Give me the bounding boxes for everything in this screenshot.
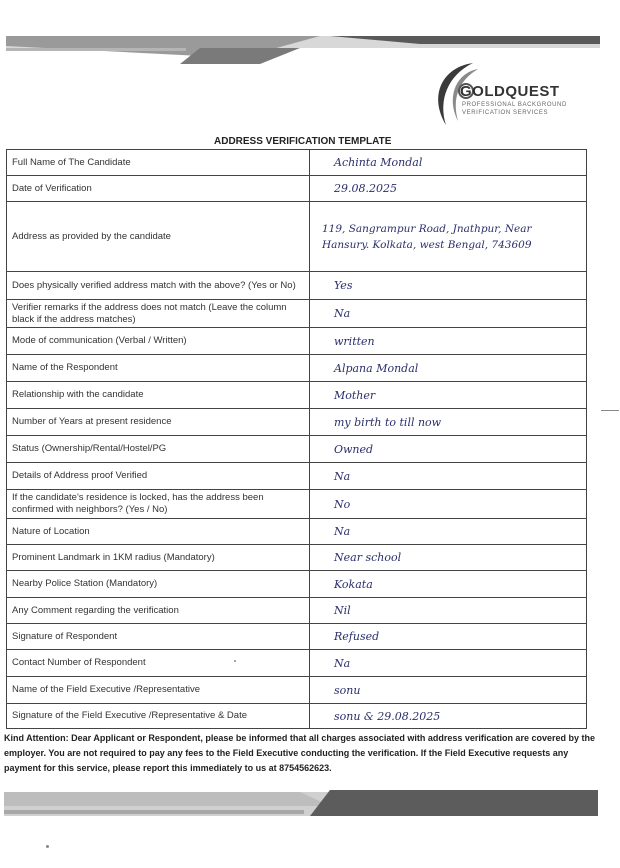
field-label: Details of Address proof Verified — [7, 463, 310, 490]
form-row — [7, 650, 587, 677]
field-value: Owned — [310, 436, 587, 463]
field-label: Does physically verified address match with the above? (Yes or No) — [7, 272, 310, 300]
field-value: Na — [310, 300, 587, 328]
form-row — [7, 598, 587, 624]
field-value: Alpana Mondal — [310, 355, 587, 382]
form-row — [7, 571, 587, 598]
form-row — [7, 355, 587, 382]
field-value: Nil — [310, 598, 587, 624]
field-label: Nature of Location — [7, 519, 310, 545]
field-value: sonu & 29.08.2025 — [310, 704, 587, 729]
form-row — [7, 463, 587, 490]
field-value: Achinta Mondal — [310, 150, 587, 176]
form-row — [7, 519, 587, 545]
field-label: Contact Number of Respondent — [7, 650, 310, 677]
form-row — [7, 272, 587, 300]
form-row — [7, 677, 587, 704]
form-row — [7, 490, 587, 519]
scan-mark — [601, 410, 619, 411]
field-label: Relationship with the candidate — [7, 382, 310, 409]
field-value: Na — [310, 519, 587, 545]
form-row — [7, 202, 587, 272]
field-value: written — [310, 328, 587, 355]
field-label: Signature of the Field Executive /Representative & Date — [7, 704, 310, 729]
field-value: Refused — [310, 624, 587, 650]
form-row — [7, 409, 587, 436]
form-row — [7, 328, 587, 355]
scan-speck — [46, 845, 49, 848]
form-row — [7, 436, 587, 463]
logo-tagline: PROFESSIONAL BACKGROUND VERIFICATION SERVICES — [462, 102, 567, 116]
field-label: Signature of Respondent — [7, 624, 310, 650]
form-row — [7, 382, 587, 409]
footer-decorative-band — [0, 786, 620, 820]
form-row — [7, 545, 587, 571]
field-label: If the candidate's residence is locked, has the address been confirmed with neighbors? (Yes / No) — [7, 490, 310, 519]
field-value: Mother — [310, 382, 587, 409]
field-value: 119, Sangrampur Road, Jnathpur, Near Hansury. Kolkata, west Bengal, 743609 — [310, 202, 587, 272]
field-label: Nearby Police Station (Mandatory) — [7, 571, 310, 598]
goldquest-logo — [428, 55, 588, 135]
field-label: Any Comment regarding the verification — [7, 598, 310, 624]
form-row — [7, 704, 587, 729]
scan-speck — [234, 660, 236, 662]
field-value: sonu — [310, 677, 587, 704]
field-label: Number of Years at present residence — [7, 409, 310, 436]
form-row — [7, 150, 587, 176]
field-value: Kokata — [310, 571, 587, 598]
field-value: Near school — [310, 545, 587, 571]
verification-form-table — [6, 149, 587, 729]
field-value: 29.08.2025 — [310, 176, 587, 202]
field-label: Status (Ownership/Rental/Hostel/PG — [7, 436, 310, 463]
field-label: Name of the Respondent — [7, 355, 310, 382]
form-row — [7, 300, 587, 328]
field-value: Yes — [310, 272, 587, 300]
field-label: Name of the Field Executive /Representative — [7, 677, 310, 704]
field-value: No — [310, 490, 587, 519]
field-label: Prominent Landmark in 1KM radius (Mandatory) — [7, 545, 310, 571]
field-label: Full Name of The Candidate — [7, 150, 310, 176]
field-label: Verifier remarks if the address does not match (Leave the column black if the address matches) — [7, 300, 310, 328]
field-value: Na — [310, 650, 587, 677]
form-title: ADDRESS VERIFICATION TEMPLATE — [214, 136, 392, 147]
field-label: Mode of communication (Verbal / Written) — [7, 328, 310, 355]
logo-brand-name: GOLDQUEST — [460, 83, 560, 100]
field-label: Date of Verification — [7, 176, 310, 202]
kind-attention-notice: Kind Attention: Dear Applicant or Respondent, please be informed that all charges associated with address verification are covered by the employer. You are not required to pay any fees to the Field Executive conducting the verification. If the Field Executive requests any payment for this service, please report this immediately to us at 8754562623. — [4, 733, 595, 773]
form-row — [7, 624, 587, 650]
form-row — [7, 176, 587, 202]
field-label: Address as provided by the candidate — [7, 202, 310, 272]
field-value: my birth to till now — [310, 409, 587, 436]
field-value: Na — [310, 463, 587, 490]
